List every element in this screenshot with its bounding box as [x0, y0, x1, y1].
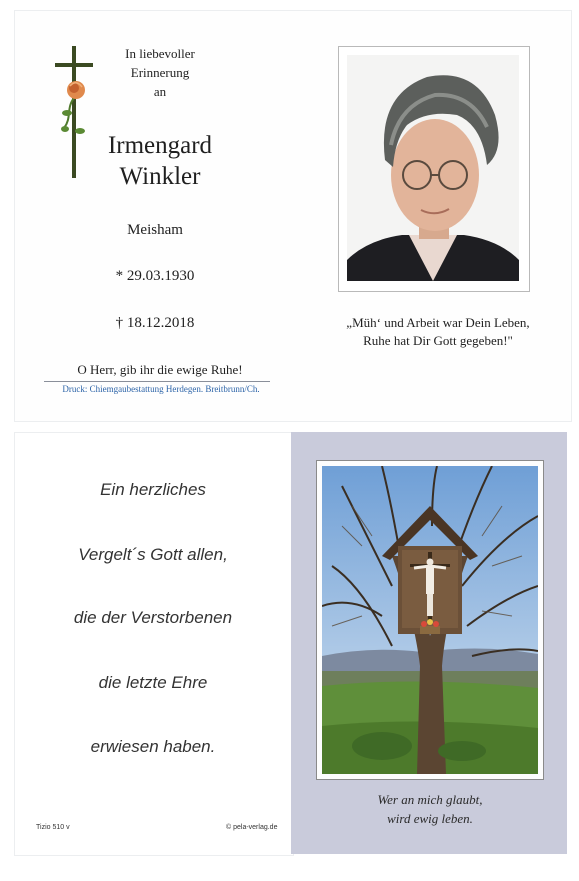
- wayside-shrine-photo: [322, 466, 538, 774]
- intro-text: [95, 44, 225, 101]
- quote-text: [318, 314, 558, 350]
- thanks-line-3: die der Verstorbenen: [73, 608, 233, 627]
- verse-line-2: wird ewig leben.: [387, 811, 473, 826]
- thanks-line-4: die letzte Ehre: [98, 673, 208, 692]
- thanks-line-5: erwiesen haben.: [90, 737, 216, 756]
- prayer-text: O Herr, gib ihr die ewige Ruhe!: [77, 362, 243, 377]
- thanks-line-2: Vergelt´s Gott allen,: [78, 545, 228, 564]
- thanks-line-1: Ein herzliches: [100, 480, 206, 499]
- publisher-credit: © pela-verlag.de: [226, 824, 278, 831]
- product-code: Tizio 510 v: [36, 824, 70, 831]
- bible-verse: [300, 790, 560, 828]
- shrine-photo-frame: [316, 460, 544, 780]
- intro-line-1: In liebevoller: [125, 46, 195, 61]
- birth-date: * 29.03.1930: [115, 268, 195, 284]
- intro-line-3: an: [153, 84, 167, 99]
- first-name: Irmengard: [107, 132, 213, 159]
- hometown: Meisham: [127, 222, 183, 238]
- verse-line-1: Wer an mich glaubt,: [377, 792, 483, 807]
- intro-line-2: Erinnerung: [130, 65, 190, 80]
- deceased-name: [90, 130, 230, 192]
- printer-credit: Druck: Chiemgaubestattung Herdegen. Breitbrunn/Ch.: [62, 384, 260, 394]
- quote-line-1: „Müh‘ und Arbeit war Dein Leben,: [346, 315, 530, 330]
- divider-line: [44, 381, 270, 382]
- last-name: Winkler: [119, 163, 201, 190]
- portrait-frame: [338, 46, 530, 292]
- portrait-photo: [347, 55, 519, 281]
- quote-line-2: Ruhe hat Dir Gott gegeben!": [363, 333, 513, 348]
- death-date: † 18.12.2018: [115, 315, 195, 331]
